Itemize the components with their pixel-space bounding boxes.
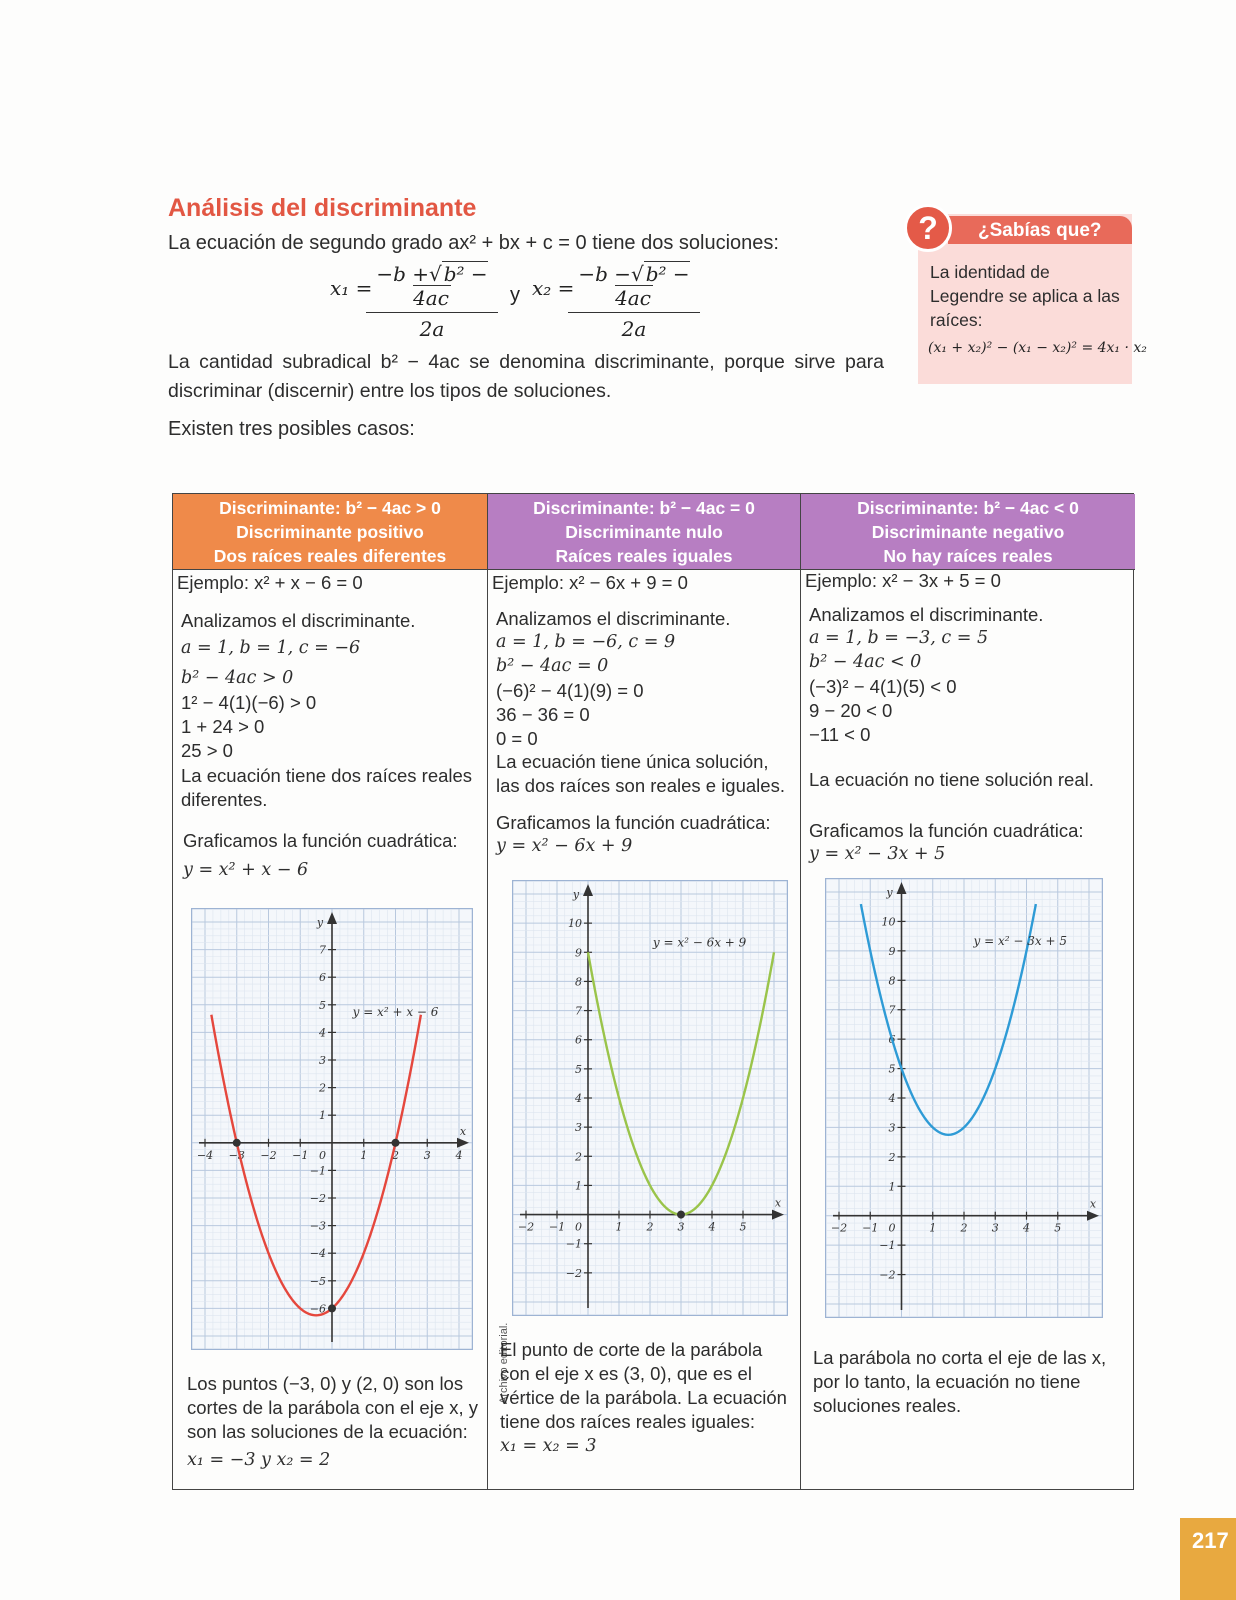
x-tick-label: −2 (260, 1148, 277, 1162)
formula-x1-numerator: −b +√ b² − 4ac (366, 262, 498, 313)
x-axis-label: x (1089, 1197, 1097, 1211)
footer-text: El punto de corte de la parábola con el eje x es (3, 0), que es el vértice de la parábola. La ecuación tiene dos raíces reales iguales: (500, 1339, 787, 1432)
y-tick-label: −1 (309, 1164, 326, 1178)
solution-text: x₁ = x₂ = 3 (500, 1436, 597, 1456)
function-text: y = x² − 3x + 5 (809, 844, 946, 864)
did-you-know-title: ¿Sabías que? (948, 216, 1132, 244)
step-text: a = 1, b = 1, c = −6 (181, 638, 361, 658)
header-line: No hay raíces reales (883, 546, 1053, 566)
graph-positive (191, 908, 473, 1350)
y-tick-label: 10 (568, 917, 582, 931)
example-text: Ejemplo: x² − 6x + 9 = 0 (492, 572, 688, 593)
case-column-zero (488, 494, 801, 1489)
step-text: Analizamos el discriminante. (809, 604, 1044, 625)
origin-label: 0 (888, 1221, 896, 1235)
cases-text: Existen tres posibles casos: (168, 418, 415, 440)
case-column-negative (801, 494, 1135, 1489)
header-line: Raíces reales iguales (555, 546, 733, 566)
step-text: a = 1, b = −6, c = 9 (496, 632, 676, 652)
section-title: Análisis del discriminante (168, 194, 477, 222)
case-header (488, 494, 800, 570)
header-line: Discriminante nulo (565, 522, 723, 542)
y-tick-label: 1 (575, 1179, 582, 1193)
header-line: Discriminante: b² − 4ac > 0 (219, 498, 441, 518)
question-icon: ? (904, 204, 952, 252)
y-tick-label: −1 (879, 1239, 896, 1253)
y-tick-label: 10 (881, 915, 896, 929)
y-tick-label: 3 (319, 1054, 326, 1067)
x-tick-label: −2 (830, 1221, 848, 1235)
step-text: Analizamos el discriminante. (496, 608, 731, 629)
step-text: b² − 4ac > 0 (181, 668, 294, 688)
x-tick-label: 1 (615, 1220, 623, 1234)
conclusion-text: La ecuación no tiene solución real. (809, 769, 1094, 790)
legendre-formula: (x₁ + x₂)² − (x₁ − x₂)² = 4x₁ · x₂ (928, 340, 1147, 356)
graph-intro: Graficamos la función cuadrática: (809, 820, 1084, 841)
formula-x2-fraction (568, 262, 700, 341)
formula-x2-label: x₂ = (532, 276, 575, 300)
step-text: a = 1, b = −3, c = 5 (809, 628, 989, 648)
step-text: b² − 4ac = 0 (496, 656, 609, 676)
curve-label: y = x² + x − 6 (352, 1004, 439, 1019)
y-tick-label: 8 (575, 975, 582, 989)
intersection-point (328, 1304, 336, 1312)
intro-text: La ecuación de segundo grado ax² + bx + c = 0 tiene dos soluciones: (168, 232, 779, 254)
step-text: 0 = 0 (496, 728, 538, 749)
y-tick-label: 7 (319, 943, 326, 957)
y-tick-label: 5 (319, 998, 326, 1012)
y-axis-label: y (886, 886, 893, 899)
y-tick-label: 3 (888, 1121, 896, 1135)
y-axis-label: y (572, 888, 580, 901)
page-number: 217 (1180, 1518, 1236, 1600)
x-tick-label: −2 (517, 1220, 535, 1234)
graph-negative (825, 878, 1103, 1318)
case-header (801, 494, 1135, 570)
y-tick-label: 7 (888, 1003, 896, 1017)
x-tick-label: 2 (646, 1220, 654, 1234)
intersection-point (392, 1139, 400, 1147)
y-tick-label: 4 (319, 1026, 326, 1040)
y-tick-label: 1 (888, 1180, 896, 1194)
x-tick-label: 4 (455, 1148, 463, 1162)
formula-x1-denominator: 2a (419, 317, 445, 341)
y-tick-label: −2 (565, 1266, 582, 1280)
step-text: 9 − 20 < 0 (809, 700, 893, 721)
step-text: 25 > 0 (181, 740, 233, 761)
y-tick-label: −4 (309, 1247, 326, 1261)
header-line: Discriminante: b² − 4ac < 0 (857, 498, 1079, 518)
step-text: −11 < 0 (809, 724, 871, 745)
y-tick-label: −6 (309, 1302, 326, 1316)
x-tick-label: 3 (677, 1220, 685, 1234)
footer-text: La parábola no corta el eje de las x, por lo tanto, la ecuación no tiene soluciones reales. (813, 1347, 1107, 1416)
x-tick-label: −1 (862, 1221, 879, 1235)
y-tick-label: 4 (888, 1092, 896, 1105)
y-tick-label: 5 (888, 1062, 896, 1076)
discriminant-paragraph: La cantidad subradical b² − 4ac se denomina discriminante, porque sirve para discriminar (discernir) entre los tipos de soluciones. (168, 351, 884, 402)
y-tick-label: −2 (879, 1268, 896, 1282)
step-text: b² − 4ac < 0 (809, 652, 922, 672)
graph-intro: Graficamos la función cuadrática: (496, 812, 771, 833)
header-line: Discriminante negativo (871, 522, 1065, 542)
intersection-point (677, 1211, 685, 1219)
function-text: y = x² − 6x + 9 (496, 836, 633, 856)
y-tick-label: 4 (575, 1092, 582, 1105)
y-tick-label: 7 (575, 1004, 582, 1018)
x-tick-label: 5 (1054, 1221, 1062, 1235)
x-axis-label: x (459, 1124, 467, 1138)
solution-text: x₁ = −3 y x₂ = 2 (187, 1450, 331, 1470)
case-column-positive (173, 494, 488, 1489)
x-tick-label: −1 (292, 1148, 309, 1162)
formula-and: y (510, 284, 520, 306)
y-tick-label: 9 (888, 944, 896, 958)
y-tick-label: 5 (575, 1062, 582, 1076)
x-tick-label: 2 (392, 1148, 399, 1162)
x-tick-label: 1 (360, 1148, 368, 1162)
formula-x2-denominator: 2a (621, 317, 647, 341)
header-line: Dos raíces reales diferentes (213, 546, 447, 566)
origin-label: 0 (575, 1220, 582, 1234)
y-tick-label: −2 (309, 1192, 326, 1205)
credit-text: Archivo editorial. (498, 1322, 510, 1404)
formula-x1-fraction (366, 262, 498, 341)
y-tick-label: 2 (888, 1150, 896, 1164)
y-tick-label: −3 (309, 1219, 326, 1233)
x-axis-label: x (774, 1196, 782, 1210)
footer-text: Los puntos (−3, 0) y (2, 0) son los cortes de la parábola con el eje x, y son las soluciones de la ecuación: (187, 1373, 479, 1442)
y-tick-label: −5 (309, 1274, 326, 1288)
curve-label: y = x² − 6x + 9 (652, 935, 747, 950)
y-tick-label: 2 (319, 1081, 326, 1095)
step-text: 36 − 36 = 0 (496, 704, 590, 725)
case-header (173, 494, 487, 570)
graph-zero (512, 880, 788, 1316)
x-tick-label: 5 (739, 1220, 747, 1234)
function-text: y = x² + x − 6 (183, 860, 309, 880)
x-tick-label: 4 (708, 1220, 716, 1234)
y-tick-label: 1 (319, 1109, 326, 1123)
step-text: Analizamos el discriminante. (181, 610, 416, 631)
y-tick-label: 3 (575, 1121, 582, 1135)
step-text: 1² − 4(1)(−6) > 0 (181, 692, 317, 713)
did-you-know-box (918, 210, 1147, 384)
did-you-know-text: La identidad de Legendre se aplica a las raíces: (930, 262, 1120, 330)
y-tick-label: −1 (565, 1237, 582, 1251)
y-tick-label: 6 (319, 971, 326, 985)
step-text: (−6)² − 4(1)(9) = 0 (496, 680, 644, 701)
x-tick-label: −1 (548, 1220, 566, 1234)
x-tick-label: 2 (960, 1221, 968, 1235)
origin-label: 0 (319, 1148, 326, 1162)
x-tick-label: −4 (196, 1148, 214, 1162)
example-text: Ejemplo: x² + x − 6 = 0 (177, 572, 363, 593)
conclusion-text: La ecuación tiene dos raíces reales diferentes. (181, 765, 473, 810)
formula-x2-numerator: −b −√ b² − 4ac (568, 262, 700, 313)
y-tick-label: 8 (888, 974, 896, 988)
y-tick-label: 9 (575, 946, 582, 960)
y-tick-label: 2 (575, 1150, 582, 1164)
cases-table (172, 493, 1134, 1490)
conclusion-text: La ecuación tiene única solución, las dos raíces son reales e iguales. (496, 751, 785, 796)
formula-x1-label: x₁ = (330, 276, 373, 300)
graph-intro: Graficamos la función cuadrática: (183, 830, 458, 851)
y-tick-label: 6 (888, 1033, 896, 1047)
x-tick-label: −3 (228, 1148, 245, 1162)
x-tick-label: 1 (929, 1221, 937, 1235)
y-axis-label: y (316, 916, 324, 929)
x-tick-label: 3 (423, 1148, 431, 1162)
y-tick-label: 6 (575, 1033, 582, 1047)
header-line: Discriminante: b² − 4ac = 0 (533, 498, 755, 518)
example-text: Ejemplo: x² − 3x + 5 = 0 (805, 570, 1001, 591)
x-tick-label: 3 (991, 1221, 999, 1235)
x-tick-label: 4 (1023, 1221, 1030, 1235)
header-line: Discriminante positivo (236, 522, 424, 542)
step-text: (−3)² − 4(1)(5) < 0 (809, 676, 957, 697)
curve-label: y = x² − 3x + 5 (973, 933, 1067, 948)
step-text: 1 + 24 > 0 (181, 716, 265, 737)
intersection-point (233, 1139, 241, 1147)
